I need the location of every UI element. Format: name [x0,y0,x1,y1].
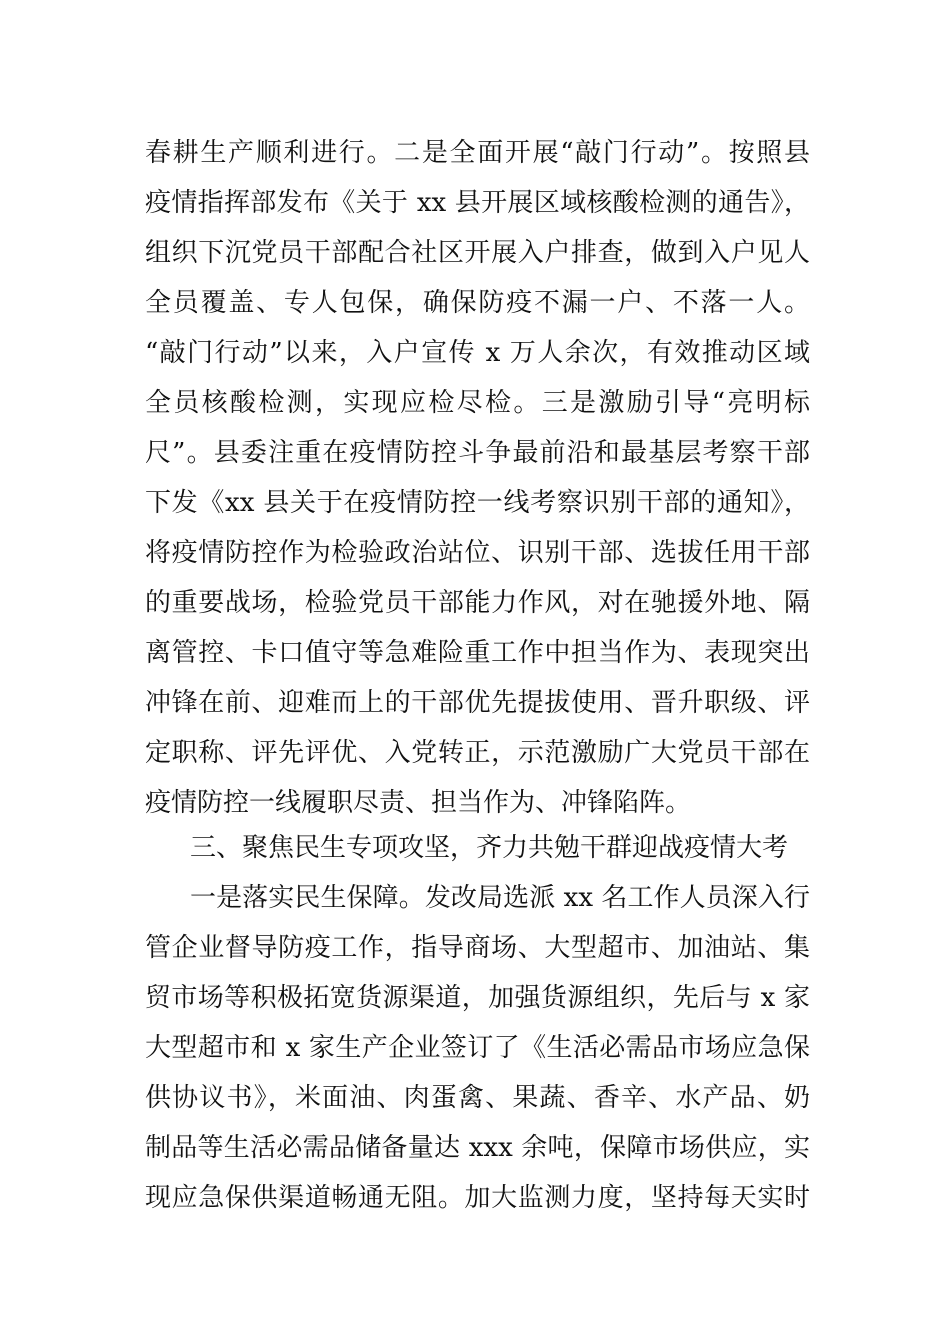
text-line: 全员核酸检测，实现应检尽检。三是激励引导“亮明标 [145,388,810,418]
text-line: 大型超市和 x 家生产企业签订了《生活必需品市场应急保 [145,1033,810,1063]
text-line: 全员覆盖、专人包保，确保防疫不漏一户、不落一人。 [145,288,810,318]
text-line: 定职称、评先评优、入党转正，示范激励广大党员干部在 [145,738,810,768]
text-line: 春耕生产顺利进行。二是全面开展“敲门行动”。按照县 [145,138,810,168]
text-line: 现应急保供渠道畅通无阻。加大监测力度，坚持每天实时 [145,1183,810,1213]
text-line: 制品等生活必需品储备量达 xxx 余吨，保障市场供应，实 [145,1133,810,1163]
text-line: 一是落实民生保障。发改局选派 xx 名工作人员深入行 [190,883,810,913]
text-line: 尺”。县委注重在疫情防控斗争最前沿和最基层考察干部 [145,438,810,468]
text-line: 将疫情防控作为检验政治站位、识别干部、选拔任用干部 [145,538,810,568]
section-heading: 三、聚焦民生专项攻坚，齐力共勉干群迎战疫情大考 [190,833,789,863]
text-line: 疫情指挥部发布《关于 xx 县开展区域核酸检测的通告》， [145,188,810,218]
text-line: 冲锋在前、迎难而上的干部优先提拔使用、晋升职级、评 [145,688,810,718]
text-line: 的重要战场，检验党员干部能力作风，对在驰援外地、隔 [145,588,810,618]
text-line: 疫情防控一线履职尽责、担当作为、冲锋陷阵。 [145,788,692,818]
text-line: 管企业督导防疫工作，指导商场、大型超市、加油站、集 [145,933,810,963]
text-line: 供协议书》，米面油、肉蛋禽、果蔬、香辛、水产品、奶 [145,1083,810,1113]
text-line: 贸市场等积极拓宽货源渠道，加强货源组织，先后与 x 家 [145,983,810,1013]
text-line: 组织下沉党员干部配合社区开展入户排查，做到入户见人 [145,238,810,268]
text-line: 离管控、卡口值守等急难险重工作中担当作为、表现突出 [145,638,810,668]
text-line: “敲门行动”以来，入户宣传 x 万人余次，有效推动区域 [145,338,810,368]
text-line: 下发《xx 县关于在疫情防控一线考察识别干部的通知》， [145,488,810,518]
